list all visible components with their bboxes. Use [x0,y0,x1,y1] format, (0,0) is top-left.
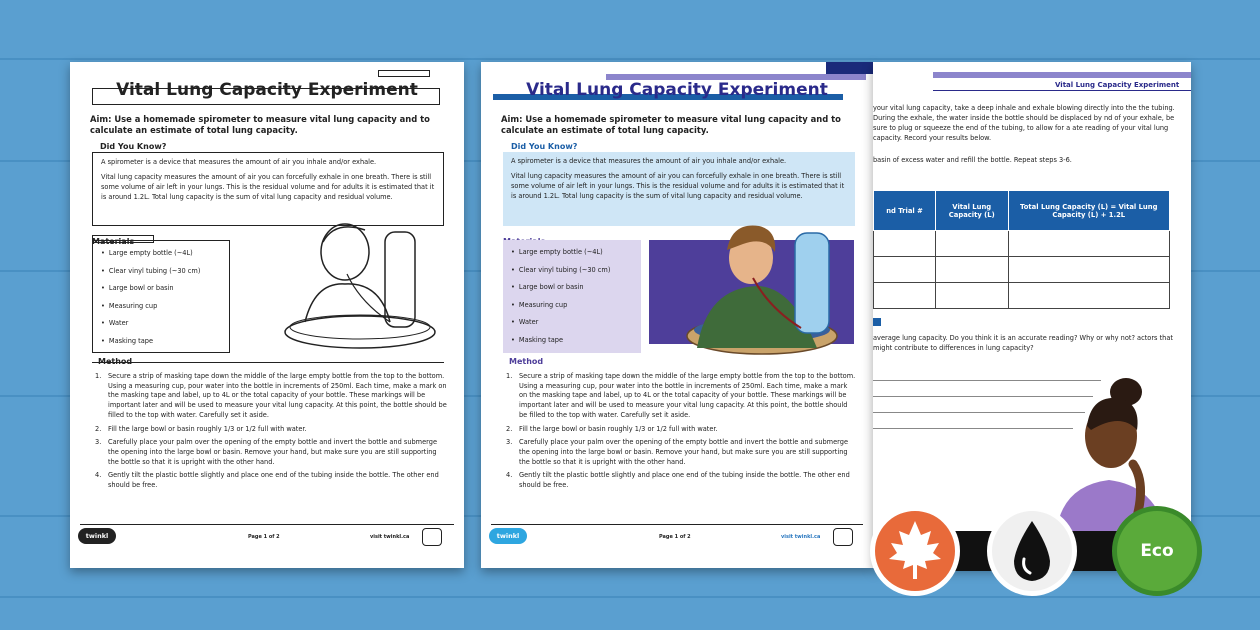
list-item: • Measuring cup [101,302,223,320]
step-number: 2. [95,424,102,433]
table-row [874,283,1170,309]
list-item: • Large bowl or basin [101,284,223,302]
did-you-know-label: Did You Know? [511,142,578,151]
header-accent-gap [1038,62,1191,72]
step-item [503,438,857,467]
header-rule [933,90,1191,91]
step-text: Secure a strip of masking tape down the middle of the large empty bottle from the top to the bottom. Using a measuring cup, pour water into the bottle in increments of 250ml. Each time, make a mark on the masking tape and label, up to 4L or the total capacity of your bottle. These markings will be important later and will be used to measure your vital lung capacity. At this point, the bottle should be filled to the top with water. Carefully set it aside. [108,372,447,419]
worksheet-bw [70,62,464,568]
method-steps [92,372,448,495]
visit-link[interactable]: visit twinkl.ca [781,534,821,540]
step-item [503,471,857,490]
ink-drop-icon [987,506,1077,596]
running-title: Vital Lung Capacity Experiment [1055,81,1180,89]
header-accent-dark [826,62,873,74]
step-number: 2. [506,424,513,433]
maple-leaf-icon [870,506,960,596]
boy-spirometer-outline-illustration [265,212,445,357]
step-text: Fill the large bowl or basin roughly 1/3 or 1/2 full with water. [108,424,307,433]
did-you-know-p1: A spirometer is a device that measures the amount of air you inhale and/or exhale. [511,157,787,165]
step-item [503,425,857,435]
step-number: 4. [95,471,102,480]
did-you-know-p1: A spirometer is a device that measures the amount of air you inhale and/or exhale. [101,158,377,166]
list-item: • Large empty bottle (~4L) [511,248,635,266]
step-item [503,372,857,421]
step-item [92,372,448,421]
step-text: Gently tilt the plastic bottle slightly and place one end of the tubing inside the bottle. The other end should be free. [108,471,439,490]
quality-badge-icon [422,528,442,546]
step-5-text: your vital lung capacity, take a deep inhale and exhale blowing directly into the the tubing. During the exhale, the water inside the bottle should be displaced by nd of your exhale, be sure to plug or squeeze the end of the tubing, to allow for a ate reading of your vital lung capacity. Record your results below. [873,104,1175,142]
materials-box [92,240,230,353]
list-item: • Clear vinyl tubing (~30 cm) [511,266,635,284]
page-title: Vital Lung Capacity Experiment [526,80,828,100]
reflection-question: average lung capacity. Do you think it is an accurate reading? Why or why not? actors that might contribute to differences in lung capacity? [873,334,1173,352]
step-item [92,471,448,490]
list-item: • Water [511,318,635,336]
twinkl-logo: twinkl [489,528,527,544]
table-header: nd Trial # [874,191,936,231]
step-item [92,425,448,435]
did-you-know-p2: Vital lung capacity measures the amount of air you can forcefully exhale in one breath. There is still some volume of air left in your lungs. This is the residual volume and for adults it is estimated that it is around 1.2L. Total lung capacity is the sum of vital lung capacity and residual volume. [511,172,845,200]
footer-rule [80,524,454,525]
method-steps [503,372,857,495]
table-row [874,257,1170,283]
list-item: • Water [101,319,223,337]
materials-box [503,240,641,353]
method-label: Method [509,357,544,366]
page-number: Page 1 of 2 [659,534,691,540]
step-number: 3. [506,438,513,447]
list-item: • Masking tape [101,337,223,355]
step-number: 1. [95,372,102,380]
method-rule [92,362,444,363]
worksheet-colour [481,62,873,568]
step-item [92,438,448,467]
aim-text: Aim: Use a homemade spirometer to measure vital lung capacity and to calculate an estimate of total lung capacity. [501,114,841,135]
footer-rule [491,524,863,525]
method-label: Method [98,357,133,366]
eco-label: Eco [1140,541,1174,561]
list-item: • Large bowl or basin [511,283,635,301]
step-text: Carefully place your palm over the opening of the empty bottle and invert the bottle and submerge the opening into the large bowl or basin. Remove your hand, but make sure you are still supporting the bottle so that it is upright with the other hand. [108,438,437,466]
table-header: Vital Lung Capacity (L) [936,191,1009,231]
table-row [874,231,1170,257]
visit-link[interactable]: visit twinkl.ca [370,534,410,540]
step-6-text: basin of excess water and refill the bottle. Repeat steps 3-6. [873,156,1072,164]
answer-line[interactable] [873,428,1073,429]
step-text: Secure a strip of masking tape down the middle of the large empty bottle from the top to the bottom. Using a measuring cup, pour water into the bottle in increments of 250ml. Each time, make a mark on the masking tape and label, up to 4L or the total capacity of your bottle. These markings will be important later and will be used to measure your vital lung capacity. At this point, the bottle should be filled to the top with water. Carefully set it aside. [519,372,856,419]
materials-label: Materials [92,237,135,246]
list-item: • Measuring cup [511,301,635,319]
step-text: Fill the large bowl or basin roughly 1/3 or 1/2 full with water. [519,424,718,433]
page-title: Vital Lung Capacity Experiment [116,80,418,100]
did-you-know-label: Did You Know? [100,142,167,151]
twinkl-logo: twinkl [78,528,116,544]
worksheet-page-2 [873,62,1191,568]
step-number: 4. [506,471,513,480]
list-item: • Clear vinyl tubing (~30 cm) [101,267,223,285]
eco-icon [1112,506,1202,596]
did-you-know-p2: Vital lung capacity measures the amount of air you can forcefully exhale in one breath. There is still some volume of air left in your lungs. This is the residual volume and for adults it is estimated that it is around 1.2L. Total lung capacity is the sum of vital lung capacity and residual volume. [101,173,435,201]
list-item: • Masking tape [511,336,635,354]
step-text: Carefully place your palm over the opening of the empty bottle and invert the bottle and submerge the opening into the large bowl or basin. Remove your hand, but make sure you are still supporting the bottle so that it is upright with the other hand. [519,438,848,466]
section-marker [873,318,881,326]
quality-badge-icon [833,528,853,546]
step-number: 1. [506,372,513,380]
step-text: Gently tilt the plastic bottle slightly and place one end of the tubing inside the bottle. The other end should be free. [519,471,850,490]
boy-spirometer-colour-illustration [677,208,855,358]
results-table [873,190,1170,309]
title-frame-tab [378,70,430,77]
table-header: Total Lung Capacity (L) = Vital Lung Capacity (L) + 1.2L [1008,191,1170,231]
header-accent-purple [933,72,1191,78]
feature-icons [870,503,1260,603]
aim-text: Aim: Use a homemade spirometer to measure vital lung capacity and to calculate an estimate of total lung capacity. [90,114,430,135]
step-number: 3. [95,438,102,447]
list-item: • Large empty bottle (~4L) [101,249,223,267]
page-number: Page 1 of 2 [248,534,280,540]
